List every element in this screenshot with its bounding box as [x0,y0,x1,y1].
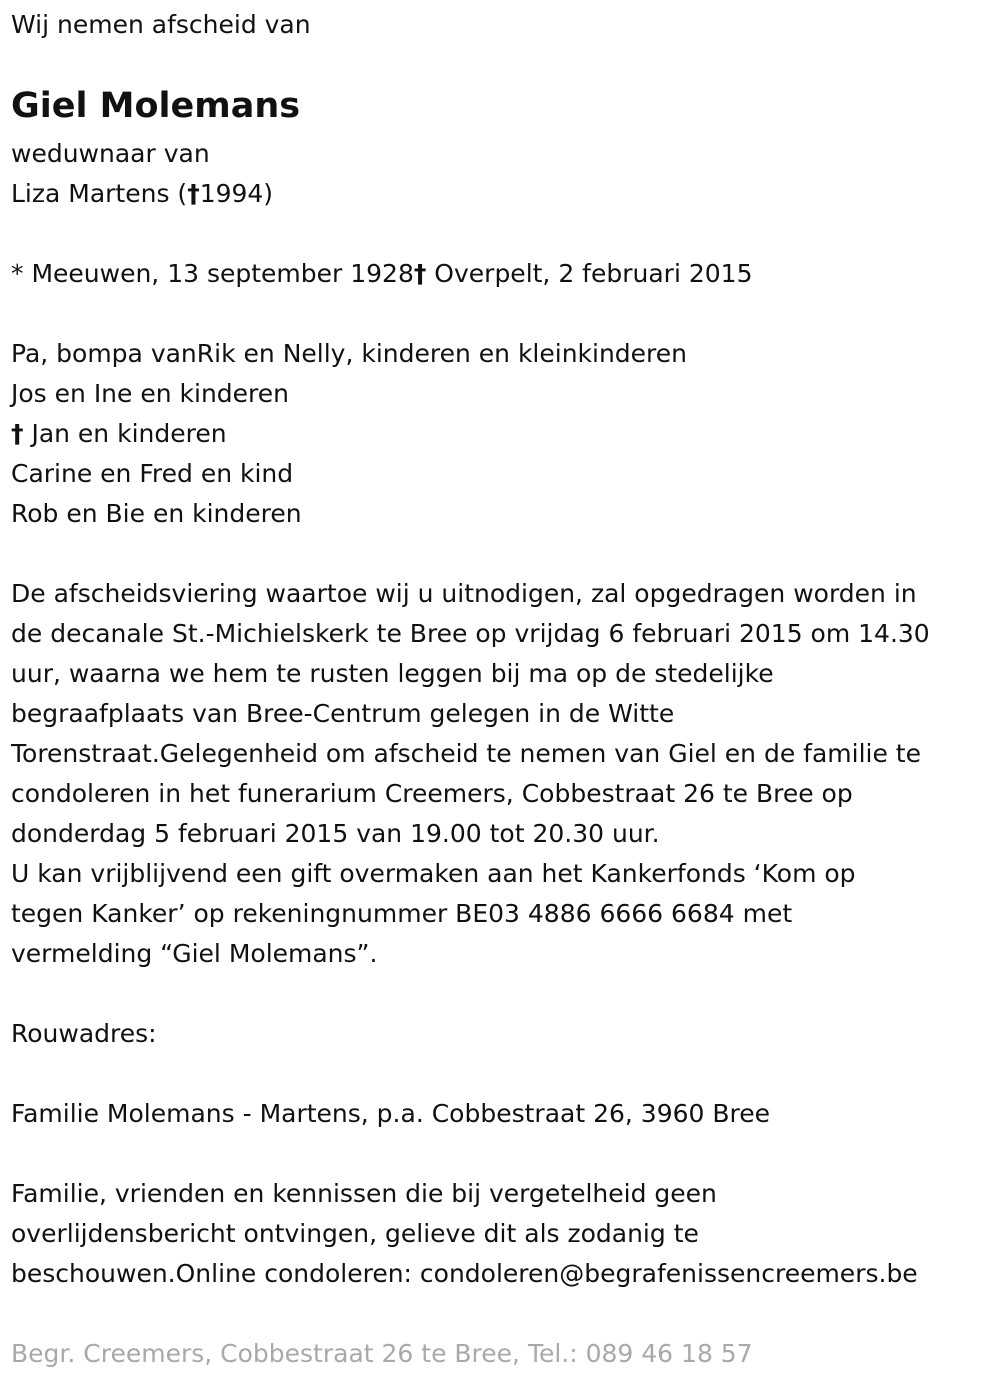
death-date: Overpelt, 2 februari 2015 [426,259,753,288]
family-block [11,334,687,534]
spouse-death-year: 1994) [199,179,274,208]
ceremony-line: begraafplaats van Bree-Centrum gelegen in de Witte [11,699,675,728]
ceremony-line: uur, waarna we hem te rusten leggen bij ma op de stedelijke [11,659,774,688]
address-label-block [11,1014,157,1054]
widower-block [11,134,273,214]
notice-line: overlijdensbericht ontvingen, gelieve dit als zodanig te [11,1219,699,1248]
address-label: Rouwadres: [11,1019,157,1048]
cross-icon: † [187,179,200,208]
family-line [11,414,687,454]
ceremony-block [11,574,930,974]
notice-line [11,1254,918,1294]
birth-date: * Meeuwen, 13 september 1928 [11,259,414,288]
spouse-name: Liza Martens ( [11,179,188,208]
cross-icon: † [413,259,427,288]
cross-icon: † [11,419,24,448]
intro-text: Wij nemen afscheid van [11,10,311,39]
donation-line: tegen Kanker’ op rekeningnummer BE03 4886 6666 6684 met [11,899,793,928]
ceremony-line: De afscheidsviering waartoe wij u uitnodigen, zal opgedragen worden in [11,579,917,608]
deceased-name: Giel Molemans [11,86,301,126]
ceremony-line: condoleren in het funerarium Creemers, Cobbestraat 26 te Bree op [11,779,853,808]
relation-text: weduwnaar van [11,139,210,168]
family-line: Jos en Ine en kinderen [11,379,290,408]
footer-block [11,1334,753,1374]
family-line: Rob en Bie en kinderen [11,499,302,528]
donation-line: vermelding “Giel Molemans”. [11,939,378,968]
family-line: Pa, bompa vanRik en Nelly, kinderen en kleinkinderen [11,339,688,368]
address-value: Familie Molemans - Martens, p.a. Cobbestraat 26, 3960 Bree [11,1099,770,1128]
condolence-email[interactable]: condoleren@begrafenissencreemers.be [419,1259,918,1288]
ceremony-line: de decanale St.-Michielskerk te Bree op vrijdag 6 februari 2015 om 14.30 [11,619,930,648]
life-dates-line [11,254,752,294]
dates-block [11,254,752,294]
notice-line: Familie, vrienden en kennissen die bij vergetelheid geen [11,1179,717,1208]
notice-block [11,1174,918,1294]
family-line-text: Jan en kinderen [23,419,227,448]
spouse-line [11,174,273,214]
ceremony-line: donderdag 5 februari 2015 van 19.00 tot 20.30 uur. [11,819,660,848]
funeral-home-footer: Begr. Creemers, Cobbestraat 26 te Bree, Tel.: 089 46 18 57 [11,1339,753,1368]
address-block [11,1094,770,1134]
donation-line: U kan vrijblijvend een gift overmaken aan het Kankerfonds ‘Kom op [11,859,856,888]
ceremony-line: Torenstraat.Gelegenheid om afscheid te nemen van Giel en de familie te [11,739,921,768]
online-condolence-text: beschouwen.Online condoleren: [11,1259,420,1288]
family-line: Carine en Fred en kind [11,459,294,488]
